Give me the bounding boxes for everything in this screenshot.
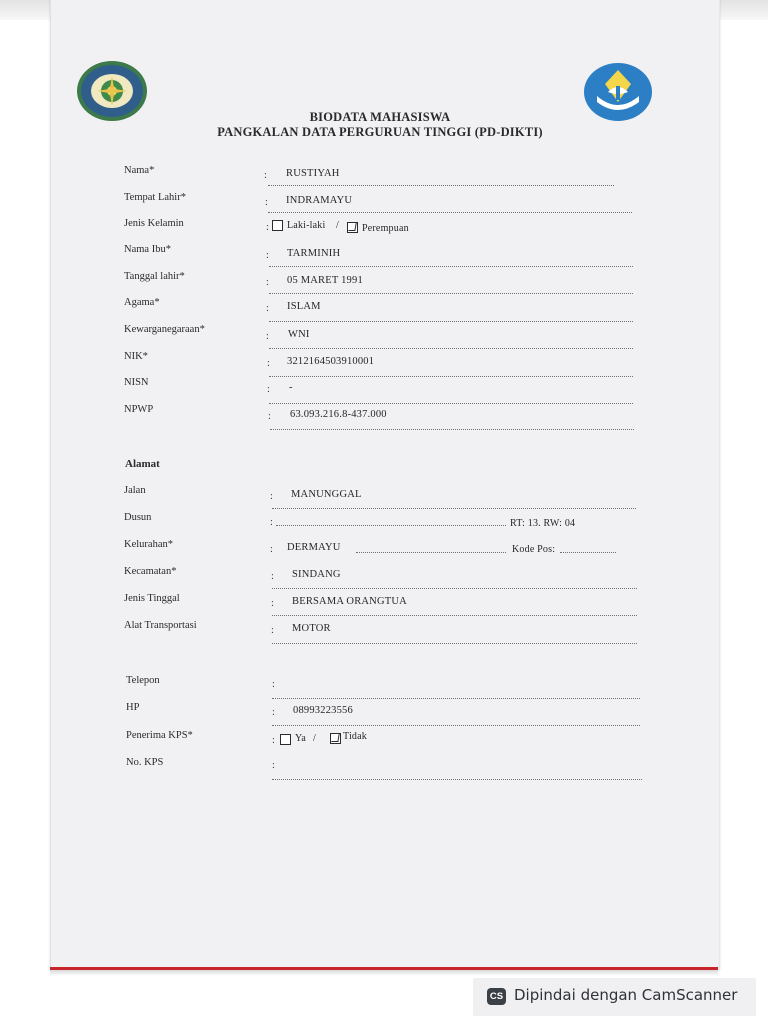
colon: : — [271, 625, 274, 636]
dotted-line — [269, 321, 633, 322]
dotted-line — [269, 348, 633, 349]
dotted-line — [272, 698, 640, 699]
label-kelurahan: Kelurahan* — [124, 539, 173, 550]
dotted-line — [269, 266, 633, 267]
colon: : — [272, 707, 275, 718]
label-nisn: NISN — [124, 377, 149, 388]
value-rt-rw[interactable]: RT: 13. RW: 04 — [510, 518, 576, 529]
option-kps-tidak: Tidak — [343, 731, 367, 742]
dotted-line — [272, 725, 640, 726]
dotted-line — [269, 376, 633, 377]
dotted-line — [268, 185, 614, 186]
form-page — [50, 0, 720, 970]
label-no-kps: No. KPS — [126, 757, 164, 768]
option-separator: / — [336, 220, 339, 231]
value-nama[interactable]: RUSTIYAH — [286, 168, 340, 179]
label-npwp: NPWP — [124, 404, 154, 415]
colon: : — [272, 760, 275, 771]
colon: : — [268, 411, 271, 422]
label-telepon: Telepon — [126, 675, 160, 686]
colon: : — [266, 303, 269, 314]
value-kewarganegaraan[interactable]: WNI — [288, 329, 310, 340]
value-hp[interactable]: 08993223556 — [293, 705, 353, 716]
label-jenis-tinggal: Jenis Tinggal — [124, 593, 180, 604]
value-jenis-tinggal[interactable]: BERSAMA ORANGTUA — [292, 596, 407, 607]
label-kecamatan: Kecamatan* — [124, 566, 177, 577]
value-alat-transportasi[interactable]: MOTOR — [292, 623, 331, 634]
colon: : — [270, 491, 273, 502]
label-tempat-lahir: Tempat Lahir* — [124, 192, 186, 203]
dotted-line — [269, 403, 633, 404]
dotted-line — [276, 525, 506, 526]
colon: : — [271, 598, 274, 609]
option-laki-laki: Laki-laki — [287, 220, 326, 231]
label-kode-pos: Kode Pos: — [512, 544, 556, 555]
label-kewarganegaraan: Kewarganegaraan* — [124, 324, 205, 335]
value-nik[interactable]: 3212164503910001 — [287, 356, 375, 367]
dotted-line — [272, 588, 637, 589]
value-jalan[interactable]: MANUNGGAL — [291, 489, 362, 500]
camscanner-text: Dipindai dengan CamScanner — [514, 986, 738, 1004]
colon: : — [266, 331, 269, 342]
label-nama: Nama* — [124, 165, 155, 176]
section-alamat: Alamat — [125, 458, 160, 470]
colon: : — [272, 679, 275, 690]
dotted-line — [272, 615, 637, 616]
colon: : — [264, 170, 267, 181]
label-jalan: Jalan — [124, 485, 146, 496]
colon: : — [267, 358, 270, 369]
value-tempat-lahir[interactable]: INDRAMAYU — [286, 195, 353, 206]
dotted-line — [268, 212, 632, 213]
form-subtitle: PANGKALAN DATA PERGURUAN TINGGI (PD-DIKTI) — [217, 125, 543, 139]
value-nama-ibu[interactable]: TARMINIH — [287, 248, 341, 259]
colon: : — [267, 384, 270, 395]
colon: : — [266, 222, 269, 233]
dotted-line — [560, 552, 616, 553]
value-tanggal-lahir[interactable]: 05 MARET 1991 — [287, 275, 363, 286]
label-nik: NIK* — [124, 351, 148, 362]
checkbox-perempuan[interactable] — [347, 222, 358, 233]
colon: : — [271, 571, 274, 582]
label-jenis-kelamin: Jenis Kelamin — [124, 218, 184, 229]
checkbox-laki-laki[interactable] — [272, 220, 283, 231]
colon: : — [265, 197, 268, 208]
colon: : — [266, 250, 269, 261]
colon: : — [272, 735, 275, 746]
value-npwp[interactable]: 63.093.216.8-437.000 — [290, 409, 387, 420]
colon: : — [270, 544, 273, 555]
value-agama[interactable]: ISLAM — [287, 301, 321, 312]
label-dusun: Dusun — [124, 512, 152, 523]
value-kecamatan[interactable]: SINDANG — [292, 569, 341, 580]
colon: : — [270, 517, 273, 528]
option-perempuan: Perempuan — [362, 223, 409, 234]
dotted-line — [272, 643, 637, 644]
dotted-line — [270, 429, 634, 430]
value-nisn[interactable]: - — [289, 382, 293, 393]
label-alat-transportasi: Alat Transportasi — [124, 620, 197, 631]
dotted-line — [269, 293, 633, 294]
label-nama-ibu: Nama Ibu* — [124, 244, 171, 255]
colon: : — [266, 277, 269, 288]
option-separator: / — [313, 733, 316, 744]
checkbox-kps-ya[interactable] — [280, 734, 291, 745]
checkbox-kps-tidak[interactable] — [330, 733, 341, 744]
page-shadow — [50, 970, 718, 976]
dotted-line — [272, 779, 642, 780]
camscanner-icon: CS — [487, 988, 506, 1005]
label-hp: HP — [126, 702, 140, 713]
option-kps-ya: Ya — [295, 733, 307, 744]
dotted-line — [272, 508, 636, 509]
label-tanggal-lahir: Tanggal lahir* — [124, 271, 185, 282]
label-penerima-kps: Penerima KPS* — [126, 730, 193, 741]
form-title: BIODATA MAHASISWA — [309, 110, 451, 124]
label-agama: Agama* — [124, 297, 160, 308]
value-kelurahan[interactable]: DERMAYU — [287, 542, 341, 553]
dotted-line — [356, 552, 506, 553]
